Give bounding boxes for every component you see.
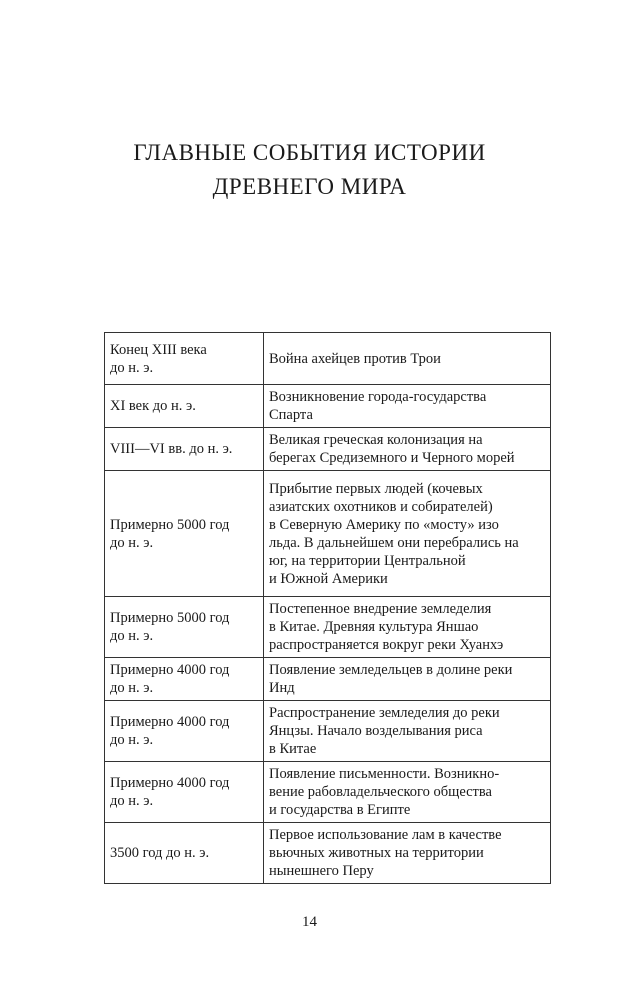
event-description: Возникновение города-государства Спарта (269, 389, 487, 423)
event-description: Первое использование лам в качестве вьючных животных на территории нынешнего Перу (269, 827, 502, 879)
table-row (105, 471, 551, 597)
event-date: Примерно 5000 год до н. э. (110, 610, 230, 644)
table-row (105, 701, 551, 762)
event-date-cell (105, 823, 264, 884)
table-row (105, 658, 551, 701)
event-description-cell (264, 471, 551, 597)
event-date-cell (105, 428, 264, 471)
events-table (104, 332, 551, 884)
table-row (105, 385, 551, 428)
event-date: VIII—VI вв. до н. э. (110, 441, 233, 457)
event-description: Прибытие первых людей (кочевых азиатских охотников и собирателей) в Северную Америку по «мосту» изо льда. В дальнейшем они перебрались на юг, на территории Центральной и Южной Америки (269, 480, 519, 587)
event-date-cell (105, 701, 264, 762)
chapter-title-line-1: ГЛАВНЫЕ СОБЫТИЯ ИСТОРИИ (133, 140, 486, 165)
event-date-cell (105, 597, 264, 658)
event-date-cell (105, 333, 264, 385)
event-description-cell (264, 428, 551, 471)
event-description: Распространение земледелия до реки Янцзы. Начало возделывания риса в Китае (269, 705, 500, 757)
event-date: Примерно 4000 год до н. э. (110, 775, 230, 809)
event-description-cell (264, 597, 551, 658)
event-date: Примерно 5000 год до н. э. (110, 516, 230, 551)
chapter-title-line-2: ДРЕВНЕГО МИРА (212, 174, 407, 199)
table-row (105, 428, 551, 471)
event-description-cell (264, 762, 551, 823)
page-number: 14 (302, 914, 317, 930)
events-table-body (105, 333, 551, 884)
event-description: Великая греческая колонизация на берегах Средиземного и Черного морей (269, 432, 515, 466)
event-date: Примерно 4000 год до н. э. (110, 714, 230, 748)
event-description: Постепенное внедрение земледелия в Китае. Древняя культура Яншао распространяется вокруг реки Хуанхэ (269, 601, 504, 653)
event-date-cell (105, 762, 264, 823)
event-date: Примерно 4000 год до н. э. (110, 662, 230, 696)
event-date-cell (105, 385, 264, 428)
event-description: Появление земледельцев в долине реки Инд (269, 662, 513, 696)
event-date: XI век до н. э. (110, 398, 196, 414)
event-date-cell (105, 658, 264, 701)
table-row (105, 333, 551, 385)
chapter-title (0, 136, 619, 204)
event-description-cell (264, 823, 551, 884)
event-description-cell (264, 385, 551, 428)
event-description-cell (264, 658, 551, 701)
table-row (105, 762, 551, 823)
event-date-cell (105, 471, 264, 597)
event-description-cell (264, 701, 551, 762)
table-row (105, 823, 551, 884)
event-date: Конец XIII века до н. э. (110, 341, 207, 376)
event-date: 3500 год до н. э. (110, 845, 210, 861)
table-row (105, 597, 551, 658)
event-description: Появление письменности. Возникно- вение рабовладельческого общества и государства в Египте (269, 766, 500, 818)
event-description: Война ахейцев против Трои (269, 350, 441, 367)
event-description-cell (264, 333, 551, 385)
